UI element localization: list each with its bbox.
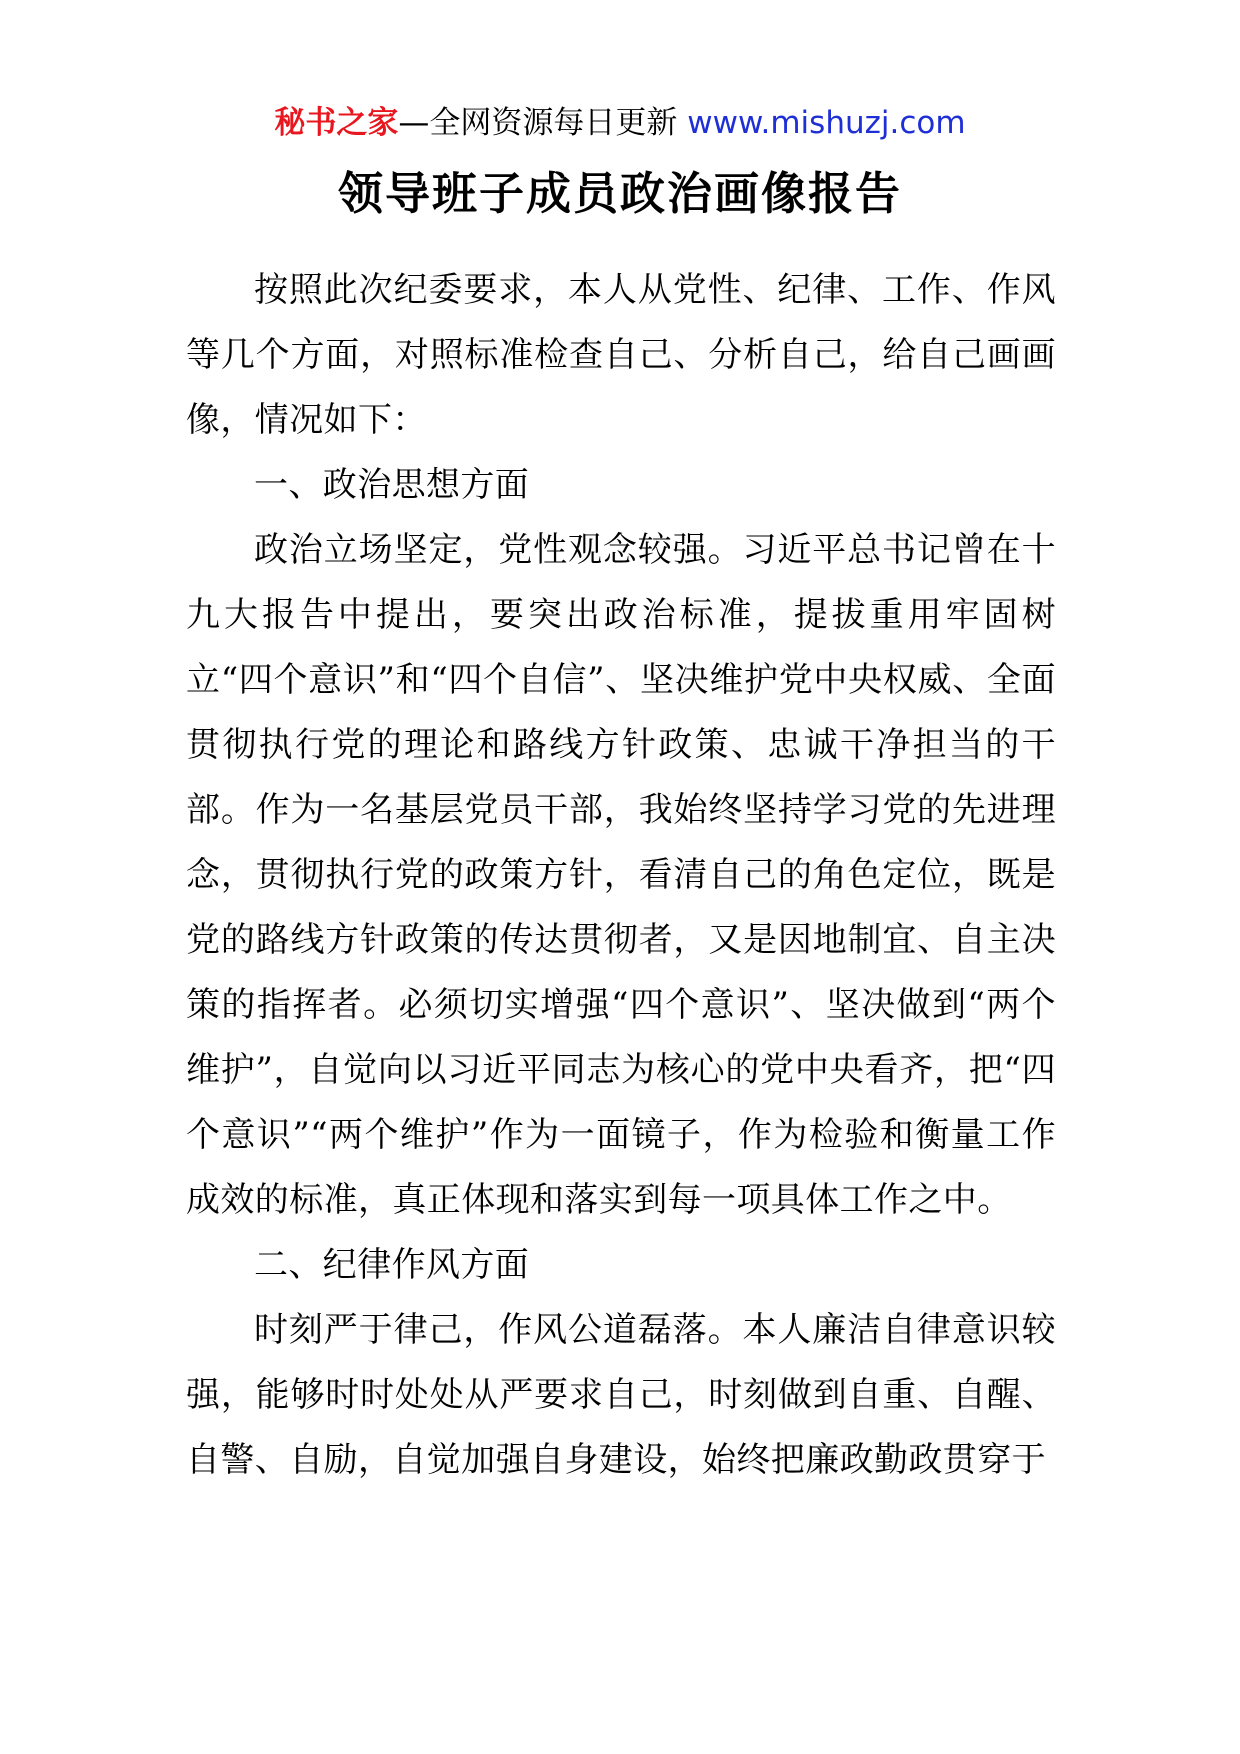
brand-name: 秘书之家 — [274, 105, 399, 141]
section-paragraph-political: 政治立场坚定，党性观念较强。习近平总书记曾在十九大报告中提出，要突出政治标准，提拔重用牢固树立“四个意识”和“四个自信”、坚决维护党中央权威、全面贯彻执行党的理论和路线方针政策、忠诚干净担当的干部。作为一名基层党员干部，我始终坚持学习党的先进理念，贯彻执行党的政策方针，看清自己的角色定位，既是党的路线方针政策的传达贯彻者，又是因地制宜、自主决策的指挥者。必须切实增强“四个意识”、坚决做到“两个维护”，自觉向以习近平同志为核心的党中央看齐，把“四个意识”“两个维护”作为一面镜子，作为检验和衡量工作成效的标准，真正体现和落实到每一项具体工作之中。 — [186, 530, 1056, 1220]
site-url-link[interactable]: www.mishuzj.com — [687, 105, 966, 141]
section-heading-discipline: 二、纪律作风方面 — [254, 1245, 530, 1285]
intro-paragraph: 按照此次纪委要求，本人从党性、纪律、工作、作风等几个方面，对照标准检查自己、分析自己，给自己画画像，情况如下： — [186, 270, 1056, 440]
section-heading-political: 一、政治思想方面 — [254, 465, 530, 505]
site-slogan: —全网资源每日更新 — [398, 105, 678, 141]
section-paragraph-discipline: 时刻严于律己，作风公道磊落。本人廉洁自律意识较强，能够时时处处从严要求自己，时刻做到自重、自醒、自警、自励，自觉加强自身建设，始终把廉政勤政贯穿于 — [186, 1310, 1056, 1480]
document-title: 领导班子成员政治画像报告 — [337, 167, 902, 220]
site-banner — [0, 100, 1240, 146]
document-body — [186, 258, 1056, 1493]
